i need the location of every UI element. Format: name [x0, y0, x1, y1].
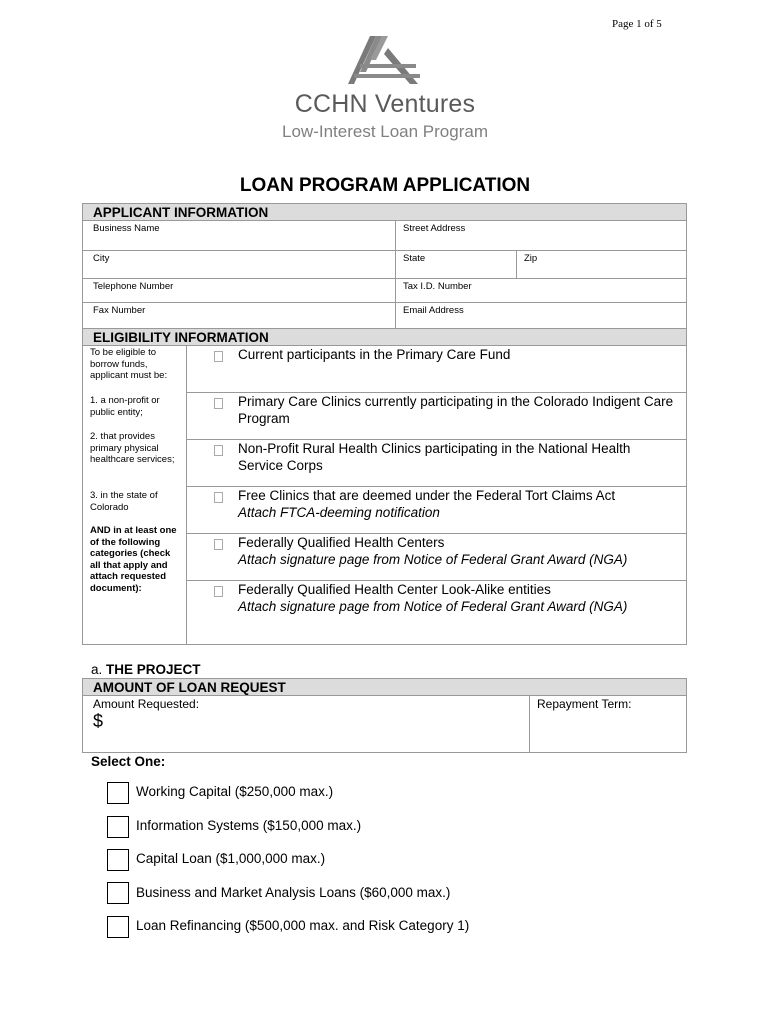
- repayment-term-label: Repayment Term:: [537, 697, 632, 711]
- option-checkbox-fqhc-look-alike[interactable]: [214, 586, 223, 597]
- select-one-label: Select One:: [91, 754, 166, 769]
- loan-type-checkbox-information-systems[interactable]: [107, 816, 129, 838]
- zip-field[interactable]: [516, 250, 687, 279]
- option-colorado-indigent-care: Primary Care Clinics currently participating in the Colorado Indigent Care Program: [238, 394, 674, 426]
- email-label: Email Address: [403, 305, 464, 316]
- eligibility-criterion-1: 1. a non-profit or public entity;: [90, 395, 160, 418]
- eligibility-criterion-2: 2. that provides primary physical healthcare services;: [90, 431, 175, 465]
- city-field[interactable]: [82, 250, 396, 279]
- loan-type-label-loan-refinancing: Loan Refinancing ($500,000 max. and Risk Category 1): [136, 918, 470, 933]
- option-fqhc-note: Attach signature page from Notice of Federal Grant Award (NGA): [238, 551, 628, 567]
- city-label: City: [93, 253, 110, 264]
- amount-requested-label: Amount Requested:: [93, 697, 200, 711]
- option-divider: [186, 580, 687, 581]
- telephone-label: Telephone Number: [93, 281, 174, 292]
- loan-type-checkbox-working-capital[interactable]: [107, 782, 129, 804]
- org-name: CCHN Ventures: [294, 90, 476, 118]
- business-name-label: Business Name: [93, 223, 160, 234]
- loan-type-label-working-capital: Working Capital ($250,000 max.): [136, 784, 334, 799]
- state-field[interactable]: [395, 250, 517, 279]
- applicant-section-heading: APPLICANT INFORMATION: [82, 203, 687, 221]
- eligibility-section-heading: ELIGIBILITY INFORMATION: [82, 328, 687, 346]
- email-field[interactable]: [395, 302, 687, 329]
- eligibility-column-divider: [186, 345, 187, 645]
- option-divider: [186, 439, 687, 440]
- option-fqhc-look-alike-note: Attach signature page from Notice of Federal Grant Award (NGA): [238, 598, 628, 614]
- loan-amount-section-heading: AMOUNT OF LOAN REQUEST: [82, 678, 687, 696]
- loan-type-checkbox-market-analysis[interactable]: [107, 882, 129, 904]
- loan-type-label-market-analysis: Business and Market Analysis Loans ($60,000 max.): [136, 885, 451, 900]
- org-program: Low-Interest Loan Program: [282, 122, 488, 141]
- option-fqhc-look-alike: Federally Qualified Health Center Look-Alike entities Attach signature page from Notice of Federal Grant Award (NGA): [238, 582, 628, 614]
- fax-field[interactable]: [82, 302, 396, 329]
- page-number: Page 1 of 5: [612, 18, 662, 30]
- amount-requested-field[interactable]: [82, 695, 530, 753]
- loan-type-label-information-systems: Information Systems ($150,000 max.): [136, 818, 362, 833]
- fax-label: Fax Number: [93, 305, 146, 316]
- loan-type-checkbox-capital-loan[interactable]: [107, 849, 129, 871]
- street-address-label: Street Address: [403, 223, 466, 234]
- state-label: State: [403, 253, 426, 264]
- dollar-sign: $: [93, 711, 104, 731]
- option-fqhc: Federally Qualified Health Centers Attach signature page from Notice of Federal Grant Award (NGA): [238, 535, 628, 567]
- repayment-term-field[interactable]: [529, 695, 687, 753]
- tax-id-field[interactable]: [395, 278, 687, 303]
- document-title: LOAN PROGRAM APPLICATION: [239, 175, 531, 196]
- eligibility-intro: To be eligible to borrow funds, applicant must be:: [90, 347, 168, 381]
- option-checkbox-colorado-indigent-care[interactable]: [214, 398, 223, 409]
- option-checkbox-primary-care-fund[interactable]: [214, 351, 223, 362]
- loan-type-checkbox-loan-refinancing[interactable]: [107, 916, 129, 938]
- telephone-field[interactable]: [82, 278, 396, 303]
- loan-type-label-capital-loan: Capital Loan ($1,000,000 max.): [136, 851, 326, 866]
- eligibility-criterion-3: 3. in the state of Colorado: [90, 490, 158, 513]
- option-divider: [186, 392, 687, 393]
- street-address-field[interactable]: [395, 220, 687, 251]
- tax-id-label: Tax I.D. Number: [403, 281, 472, 292]
- option-primary-care-fund: Current participants in the Primary Care Fund: [238, 347, 511, 362]
- project-label: a. THE PROJECT: [91, 662, 201, 677]
- triangle-stripes-logo-icon: [346, 34, 422, 91]
- option-checkbox-fqhc[interactable]: [214, 539, 223, 550]
- option-checkbox-free-clinics[interactable]: [214, 492, 223, 503]
- option-free-clinics: Free Clinics that are deemed under the Federal Tort Claims Act Attach FTCA-deeming notification: [238, 488, 616, 520]
- option-checkbox-rural-health-clinics[interactable]: [214, 445, 223, 456]
- option-free-clinics-note: Attach FTCA-deeming notification: [238, 504, 440, 520]
- eligibility-and-note: AND in at least one of the following categories (check all that apply and attach requested document):: [90, 525, 177, 594]
- business-name-field[interactable]: [82, 220, 396, 251]
- option-rural-health-clinics: Non-Profit Rural Health Clinics participating in the National Health Service Corps: [238, 441, 631, 473]
- option-divider: [186, 486, 687, 487]
- zip-label: Zip: [524, 253, 538, 264]
- option-divider: [186, 533, 687, 534]
